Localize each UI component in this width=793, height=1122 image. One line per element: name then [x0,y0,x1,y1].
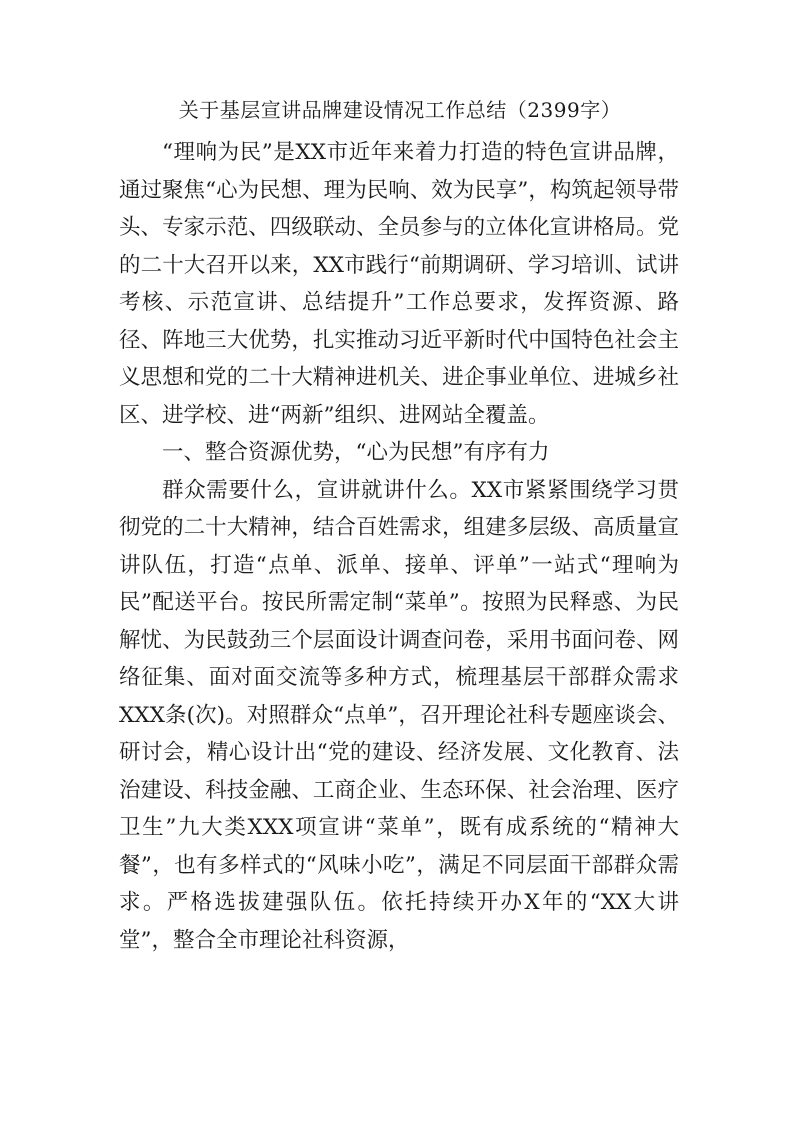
document-title: 关于基层宣讲品牌建设情况工作总结（2399字） [178,98,622,122]
document-body [119,134,679,959]
paragraph-intro: “理响为民”是XX市近年来着力打造的特色宣讲品牌，通过聚焦“心为民想、理为民响、效为民享”，构筑起领导带头、专家示范、四级联动、全员参与的立体化宣讲格局。党的二十大召开以来，XX市践行“前期调研、学习培训、试讲考核、示范宣讲、总结提升”工作总要求，发挥资源、路径、阵地三大优势，扎实推动习近平新时代中国特色社会主义思想和党的二十大精神进机关、进企事业单位、进城乡社区、进学校、进“两新”组织、进网站全覆盖。 [119,140,679,428]
paragraph-section-1: 群众需要什么，宣讲就讲什么。XX市紧紧围绕学习贯彻党的二十大精神，结合百姓需求，组建多层级、高质量宣讲队伍，打造“点单、派单、接单、评单”一站式“理响为民”配送平台。按民所需定制“菜单”。按照为民释惑、为民解忧、为民鼓劲三个层面设计调查问卷，采用书面问卷、网络征集、面对面交流等多种方式，梳理基层干部群众需求XXX条(次)。对照群众“点单”，召开理论社科专题座谈会、研讨会，精心设计出“党的建设、经济发展、文化教育、法治建设、科技金融、工商企业、生态环保、社会治理、医疗卫生”九大类XXX项宣讲“菜单”，既有成系统的“精神大餐”，也有多样式的“风味小吃”，满足不同层面干部群众需求。严格选拔建强队伍。依托持续开办X年的“XX大讲堂”，整合全市理论社科资源， [119,477,679,953]
section-heading-1: 一、整合资源优势，“心为民想”有序有力 [162,440,550,465]
